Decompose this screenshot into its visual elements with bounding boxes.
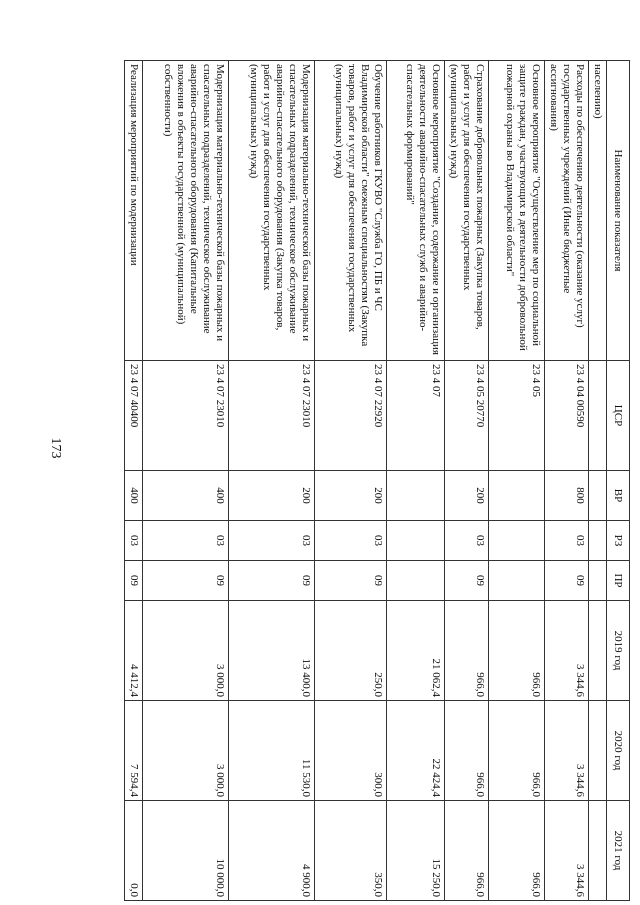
cell-name: Модернизация материально-технической базы пожарных и спасательных подразделений, техническое обслуживание аварийно-спасательного оборудования (Капитальные вложения в объекты государственной (муниципальной) собственности) [143, 61, 229, 361]
table-row [545, 61, 589, 901]
cell-name: Основное мероприятие "Осуществление мер по социальной защите граждан, участвующих в деятельности добровольной пожарной охраны во Владимирской области" [489, 61, 545, 361]
cell-vr: 400 [125, 471, 143, 521]
table-row [229, 61, 315, 901]
cell-vr: 800 [545, 471, 589, 521]
header-2021: 2021 год [607, 801, 630, 901]
cell-y2020: 300,0 [315, 701, 387, 801]
budget-table [124, 60, 630, 901]
cell-y2020: 966,0 [445, 701, 489, 801]
cell-y2019 [589, 601, 607, 701]
cell-vr: 200 [315, 471, 387, 521]
cell-rz: 03 [545, 521, 589, 561]
cell-y2020: 11 530,0 [229, 701, 315, 801]
cell-y2020: 3 344,6 [545, 701, 589, 801]
table-row [315, 61, 387, 901]
cell-y2020: 22 424,4 [387, 701, 445, 801]
cell-y2019: 250,0 [315, 601, 387, 701]
cell-pr [589, 561, 607, 601]
cell-y2021: 0,0 [125, 801, 143, 901]
cell-csr: 23 4 07 23010 [143, 361, 229, 471]
cell-pr: 09 [229, 561, 315, 601]
cell-vr [589, 471, 607, 521]
cell-y2019: 21 062,4 [387, 601, 445, 701]
header-rz: РЗ [607, 521, 630, 561]
cell-csr: 23 4 07 22920 [315, 361, 387, 471]
cell-y2021: 10 000,0 [143, 801, 229, 901]
cell-y2020: 966,0 [489, 701, 545, 801]
cell-name: Расходы по обеспечению деятельности (оказание услуг) государственных учреждений (Иные бюджетные ассигнования) [545, 61, 589, 361]
cell-pr: 09 [125, 561, 143, 601]
header-name: Наименование показателя [607, 61, 630, 361]
cell-rz: 03 [315, 521, 387, 561]
cell-y2021: 3 344,6 [545, 801, 589, 901]
cell-pr: 09 [143, 561, 229, 601]
cell-pr [387, 561, 445, 601]
cell-csr: 23 4 07 40400 [125, 361, 143, 471]
cell-rz: 03 [445, 521, 489, 561]
cell-pr: 09 [315, 561, 387, 601]
cell-vr: 200 [445, 471, 489, 521]
cell-pr [489, 561, 545, 601]
cell-y2019: 966,0 [489, 601, 545, 701]
cell-y2019: 966,0 [445, 601, 489, 701]
cell-y2019: 3 344,6 [545, 601, 589, 701]
header-2019: 2019 год [607, 601, 630, 701]
cell-y2021: 15 250,0 [387, 801, 445, 901]
cell-pr: 09 [445, 561, 489, 601]
page-number: 173 [48, 437, 63, 459]
header-vr: ВР [607, 471, 630, 521]
cell-rz: 03 [143, 521, 229, 561]
cell-vr [387, 471, 445, 521]
cell-rz [489, 521, 545, 561]
cell-name: населению) [589, 61, 607, 361]
budget-table-container [90, 60, 630, 900]
cell-vr: 200 [229, 471, 315, 521]
cell-vr [489, 471, 545, 521]
cell-rz: 03 [229, 521, 315, 561]
cell-csr: 23 4 05 [489, 361, 545, 471]
cell-csr: 23 4 07 23010 [229, 361, 315, 471]
cell-y2019: 3 000,0 [143, 601, 229, 701]
header-csr: ЦСР [607, 361, 630, 471]
cell-vr: 400 [143, 471, 229, 521]
header-2020: 2020 год [607, 701, 630, 801]
cell-y2021: 966,0 [445, 801, 489, 901]
cell-y2021 [589, 801, 607, 901]
table-row [589, 61, 607, 901]
cell-y2019: 4 412,4 [125, 601, 143, 701]
cell-csr: 23 4 07 [387, 361, 445, 471]
cell-name: Основное мероприятие "Создание, содержание и организация деятельности аварийно-спасательных служб и аварийно-спасательных формирований" [387, 61, 445, 361]
table-row [489, 61, 545, 901]
rotated-table-wrapper [90, 60, 630, 900]
cell-name: Страхование добровольных пожарных (Закупка товаров, работ и услуг для обеспечения государственных (муниципальных) нужд) [445, 61, 489, 361]
cell-name: Обучение работников ГКУВО "Служба ГО, ПБ и ЧС Владимирской области" смежным специальностям (Закупка товаров, работ и услуг для обеспечения государственных (муниципальных) нужд) [315, 61, 387, 361]
table-body [125, 61, 607, 901]
cell-rz [387, 521, 445, 561]
header-pr: ПР [607, 561, 630, 601]
cell-csr: 23 4 04 00590 [545, 361, 589, 471]
cell-y2020 [589, 701, 607, 801]
cell-y2021: 4 900,0 [229, 801, 315, 901]
cell-pr: 09 [545, 561, 589, 601]
table-row [125, 61, 143, 901]
cell-y2019: 13 400,0 [229, 601, 315, 701]
table-row [445, 61, 489, 901]
cell-y2021: 966,0 [489, 801, 545, 901]
cell-y2021: 350,0 [315, 801, 387, 901]
cell-csr [589, 361, 607, 471]
table-header-row [607, 61, 630, 901]
cell-rz [589, 521, 607, 561]
cell-y2020: 3 000,0 [143, 701, 229, 801]
cell-y2020: 7 594,4 [125, 701, 143, 801]
cell-csr: 23 4 05 20770 [445, 361, 489, 471]
table-row [143, 61, 229, 901]
cell-name: Модернизация материально-технической базы пожарных и спасательных подразделений, техническое обслуживание аварийно-спасательного оборудования (Закупка товаров, работ и услуг для обеспечения государственных (муниципальных) нужд) [229, 61, 315, 361]
cell-rz: 03 [125, 521, 143, 561]
cell-name: Реализация мероприятий по модернизации [125, 61, 143, 361]
table-row [387, 61, 445, 901]
